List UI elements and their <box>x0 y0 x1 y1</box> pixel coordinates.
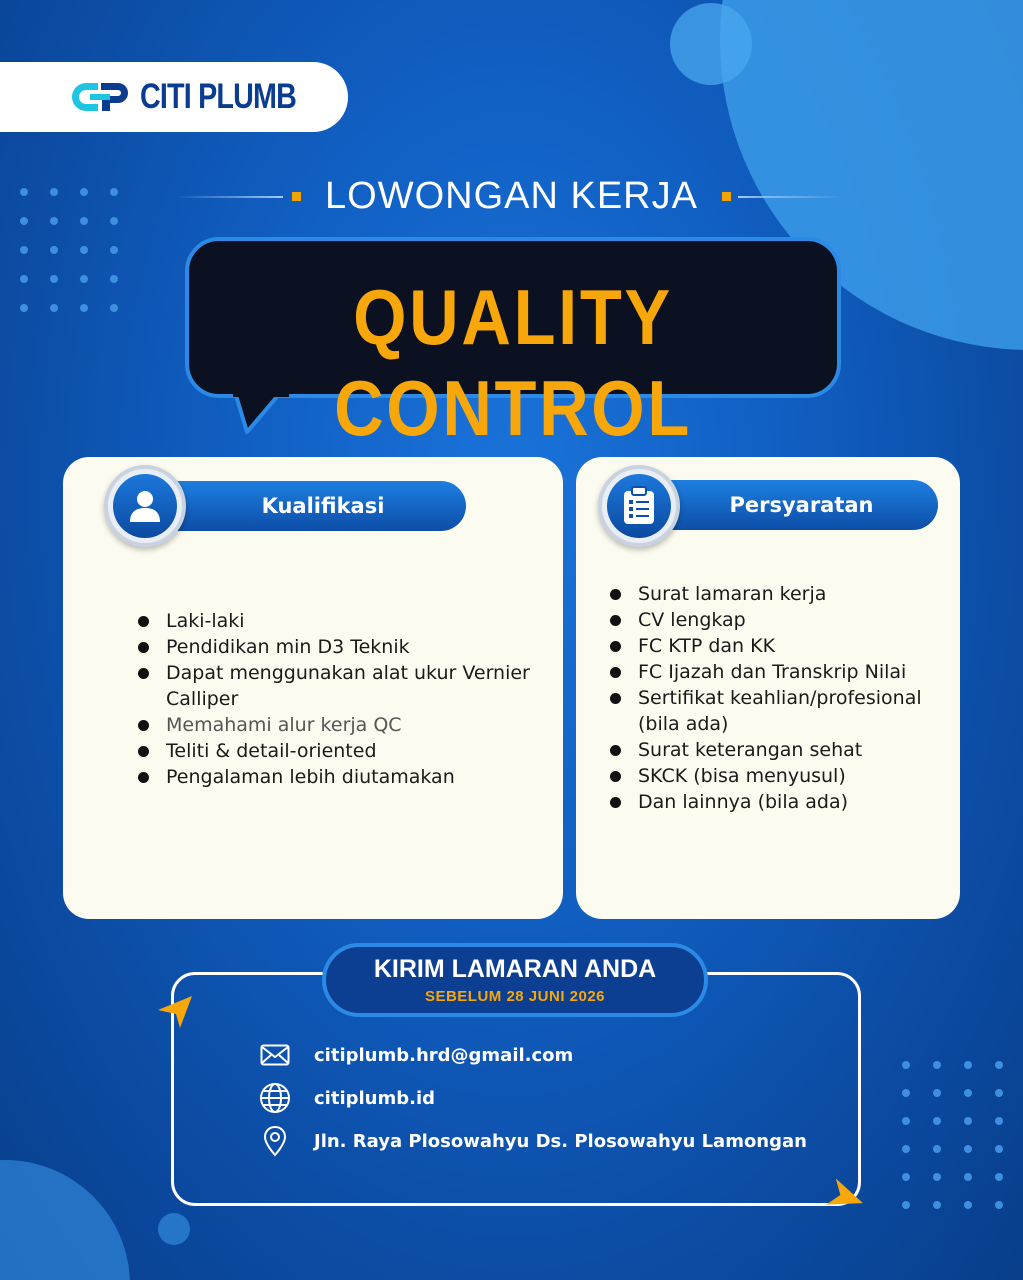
envelope-icon <box>260 1044 290 1066</box>
requirements-list <box>610 581 950 815</box>
paper-plane-icon <box>826 1177 866 1217</box>
cta-banner <box>322 943 708 1017</box>
clipboard-icon <box>621 486 657 526</box>
contact-website[interactable]: citiplumb.id <box>314 1087 436 1109</box>
contact-website-row[interactable] <box>258 1081 435 1115</box>
requirements-header: Persyaratan <box>645 480 938 530</box>
contact-address: Jln. Raya Plosowahyu Ds. Plosowahyu Lamongan <box>314 1130 807 1152</box>
logo-bar <box>0 62 348 132</box>
headline-row <box>0 175 1023 219</box>
position-title: QUALITY CONTROL <box>334 273 692 452</box>
globe-icon <box>259 1082 291 1114</box>
requirement-item: Surat lamaran kerja <box>610 581 950 607</box>
contact-email-row[interactable] <box>258 1038 573 1072</box>
qualifications-list <box>138 608 548 790</box>
requirement-item: CV lengkap <box>610 607 950 633</box>
qualification-item: Memahami alur kerja QC <box>138 712 548 738</box>
headline-divider-right <box>738 196 846 198</box>
cta-title: KIRIM LAMARAN ANDA <box>373 955 657 983</box>
requirement-item: Surat keterangan sehat <box>610 737 950 763</box>
user-icon <box>125 486 165 526</box>
qualification-item: Dapat menggunakan alat ukur Vernier Calliper <box>138 660 548 712</box>
decor-circle-bottom-left-small <box>158 1213 190 1245</box>
qualification-item: Pendidikan min D3 Teknik <box>138 634 548 660</box>
requirements-badge <box>598 465 680 547</box>
location-pin-icon <box>263 1125 287 1157</box>
brand-name: CITI PLUMB <box>140 77 297 116</box>
qualification-item: Teliti & detail-oriented <box>138 738 548 764</box>
requirement-item: FC KTP dan KK <box>610 633 950 659</box>
paper-plane-icon <box>156 992 196 1032</box>
qualification-item: Pengalaman lebih diutamakan <box>138 764 548 790</box>
logo-icon <box>68 79 134 115</box>
qualifications-badge <box>104 465 186 547</box>
decor-dot-grid-right <box>902 1061 1003 1209</box>
cta-deadline: SEBELUM 28 JUNI 2026 <box>424 988 606 1005</box>
decor-circle-small <box>670 3 752 85</box>
contact-address-row <box>258 1124 807 1158</box>
contact-email[interactable]: citiplumb.hrd@gmail.com <box>314 1044 574 1066</box>
decor-circle-bottom-left <box>0 1160 130 1280</box>
headline-bullet-right <box>722 192 731 201</box>
requirement-item: Dan lainnya (bila ada) <box>610 789 950 815</box>
requirement-item: Sertifikat keahlian/profesional (bila ada) <box>610 685 950 737</box>
qualifications-header: Kualifikasi <box>150 481 466 531</box>
qualification-item: Laki-laki <box>138 608 548 634</box>
requirement-item: FC Ijazah dan Transkrip Nilai <box>610 659 950 685</box>
requirement-item: SKCK (bisa menyusul) <box>610 763 950 789</box>
headline-text: LOWONGAN KERJA <box>325 175 698 217</box>
